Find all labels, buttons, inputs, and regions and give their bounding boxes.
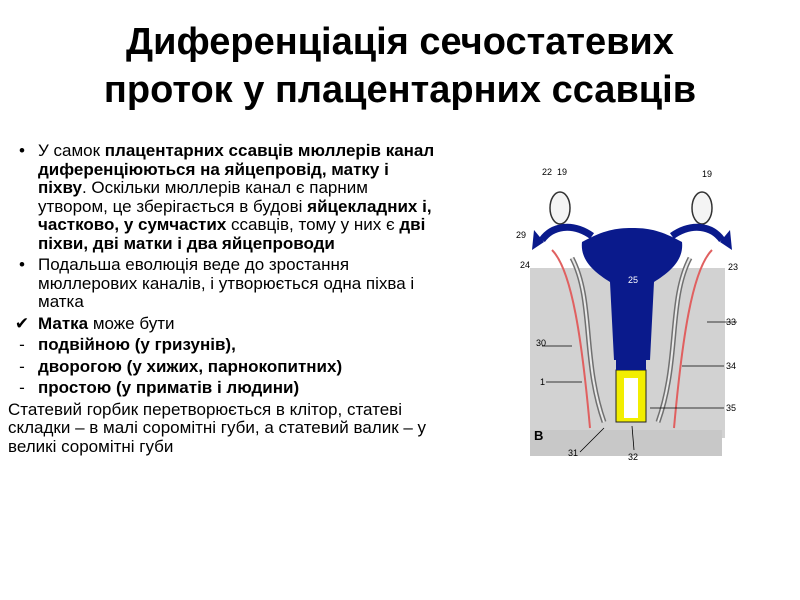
ovary-right bbox=[692, 192, 712, 224]
label-29: 29 bbox=[516, 230, 527, 240]
bullet-dot-icon: • bbox=[19, 141, 25, 160]
uterus-diagram-svg bbox=[512, 160, 752, 462]
dash-item-text: дворогою (у хижих, парнокопитних) bbox=[38, 356, 343, 376]
slide-body bbox=[8, 142, 438, 456]
dash-icon: - bbox=[19, 335, 25, 354]
bullet1-text-a: У самок bbox=[38, 141, 105, 160]
checkmark-icon: ✔ bbox=[14, 313, 30, 333]
dash-item-3 bbox=[8, 379, 438, 398]
uterus-diagram bbox=[512, 160, 752, 462]
fimbria-left bbox=[532, 230, 544, 250]
slide-title bbox=[0, 18, 800, 114]
vagina-lumen bbox=[624, 378, 638, 418]
cervix bbox=[616, 360, 646, 370]
label-22: 22 bbox=[542, 167, 553, 177]
check-item bbox=[8, 315, 438, 334]
label-19-right: 19 bbox=[702, 169, 713, 179]
oviduct-left bbox=[542, 227, 592, 240]
label-B: В bbox=[534, 428, 544, 443]
label-31: 31 bbox=[568, 448, 579, 458]
dash-icon: - bbox=[19, 356, 25, 376]
bullet2-text: Подальша еволюція веде до зростання мюллерових каналів, і утворюється одна піхва і матка bbox=[38, 255, 415, 311]
bullet-item-1 bbox=[8, 142, 438, 253]
dash-item-text: подвійною (у гризунів), bbox=[38, 335, 236, 354]
label-33: 33 bbox=[726, 317, 737, 327]
label-25: 25 bbox=[628, 275, 639, 285]
base-tissue bbox=[530, 430, 722, 456]
title-line-1: Диференціація сечостатевих bbox=[126, 21, 674, 63]
check-item-bold: Матка bbox=[38, 313, 89, 333]
bullet1-bold-c: дві піхви, дві матки і два яйцепроводи bbox=[38, 215, 426, 253]
title-line-2: проток у плацентарних ссавців bbox=[103, 69, 697, 111]
closing-paragraph: Статевий горбик перетворюється в клітор, статеві складки – в малі соромітні губи, а статевий валик – у великі соромітні губи bbox=[8, 399, 427, 456]
label-19-left: 19 bbox=[557, 167, 568, 177]
oviduct-right bbox=[672, 227, 722, 240]
label-32: 32 bbox=[628, 452, 639, 462]
label-1: 1 bbox=[540, 377, 546, 387]
ovary-left bbox=[550, 192, 570, 224]
bullet-dot-icon: • bbox=[19, 255, 25, 274]
label-35: 35 bbox=[726, 403, 737, 413]
bullet1-bold-a: плацентарних ссавців мюллерів канал диференціюються на яйцепровід, матку і піхву bbox=[38, 141, 435, 197]
bullet1-text-c: ссавців, тому у них є bbox=[226, 215, 400, 234]
bullet1-bold-b: яйцекладних і, частково, у сумчастих bbox=[38, 196, 432, 234]
label-34: 34 bbox=[726, 361, 737, 371]
check-item-text: може бути bbox=[88, 313, 175, 333]
label-23: 23 bbox=[728, 262, 739, 272]
label-30: 30 bbox=[536, 338, 547, 348]
dash-item-1 bbox=[8, 336, 438, 355]
bullet-item-2 bbox=[8, 256, 438, 312]
bullet1-text-b: . Оскільки мюллерів канал є парним утвором, це зберігається в будові bbox=[38, 178, 368, 216]
label-24: 24 bbox=[520, 260, 531, 270]
fimbria-right bbox=[720, 230, 732, 250]
dash-item-text: простою (у приматів і людини) bbox=[38, 378, 300, 397]
dash-item-2 bbox=[8, 358, 438, 377]
dash-icon: - bbox=[19, 378, 25, 397]
